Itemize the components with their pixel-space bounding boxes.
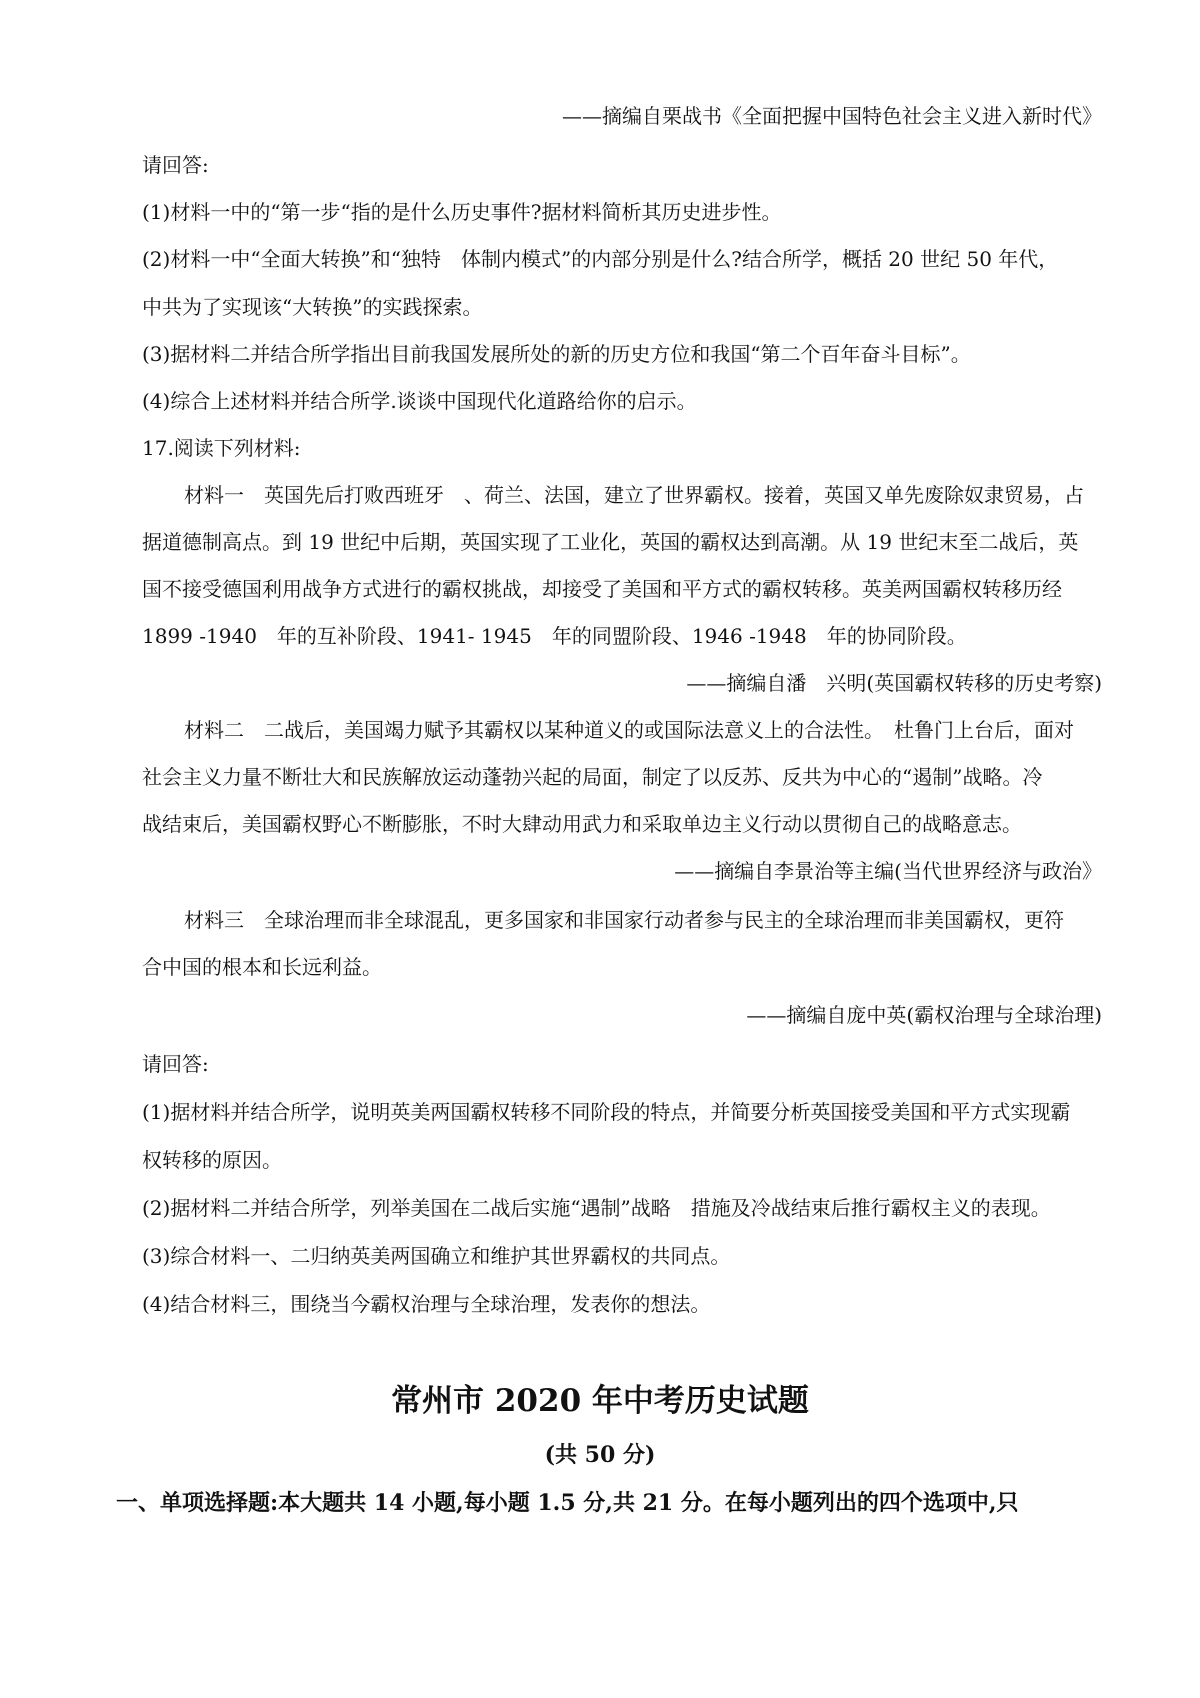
material-2-line-2: 社会主义力量不断壮大和民族解放运动蓬勃兴起的局面，制定了以反苏、反共为中心的“遏制”战略。冷 [142, 765, 1043, 789]
material-3-line-2: 合中国的根本和长远利益。 [142, 955, 382, 979]
question-2: (2)材料一中“全面大转换”和“独特 体制内模式”的内部分别是什么?结合所学，概括 20 世纪 50 年代， [142, 247, 1059, 271]
sub-question-4: (4)结合材料三，围绕当今霸权治理与全球治理，发表你的想法。 [142, 1292, 711, 1316]
material-1-line-4: 1899 -1940 年的互补阶段、1941- 1945 年的同盟阶段、1946 -1948 年的协同阶段。 [142, 624, 967, 648]
source-citation: ——摘编自栗战书《全面把握中国特色社会主义进入新时代》 [562, 104, 1102, 128]
sub-question-1: (1)据材料并结合所学，说明英美两国霸权转移不同阶段的特点，并简要分析英国接受美国和平方式实现霸 [142, 1100, 1071, 1124]
source-citation: ——摘编自李景治等主编(当代世界经济与政治》 [674, 859, 1102, 883]
exam-title: 常州市 2020 年中考历史试题 [391, 1383, 809, 1419]
sub-question-2: (2)据材料二并结合所学，列举美国在二战后实施“遇制”战略 措施及冷战结束后推行霸权主义的表现。 [142, 1196, 1051, 1220]
prompt-label: 请回答: [142, 1052, 209, 1076]
question-17-heading: 17.阅读下列材料: [142, 436, 301, 460]
prompt-label: 请回答: [142, 153, 209, 177]
material-2: 材料二 二战后，美国竭力赋予其霸权以某种道义的或国际法意义上的合法性。 杜鲁门上台后，面对 [184, 718, 1074, 742]
material-1-line-2: 据道德制高点。到 19 世纪中后期，英国实现了工业化，英国的霸权达到高潮。从 19 世纪末至二战后，英 [142, 530, 1079, 554]
exam-subtitle: (共 50 分) [544, 1442, 656, 1468]
material-1-line-3: 国不接受德国利用战争方式进行的霸权挑战，却接受了美国和平方式的霸权转移。英美两国霸权转移历经 [142, 577, 1062, 601]
question-1: (1)材料一中的“第一步“指的是什么历史事件?据材料简析其历史进步性。 [142, 200, 782, 224]
material-3: 材料三 全球治理而非全球混乱，更多国家和非国家行动者参与民主的全球治理而非美国霸权，更符 [184, 908, 1064, 932]
material-2-line-3: 战结束后，美国霸权野心不断膨胀，不时大肆动用武力和采取单边主义行动以贯彻自己的战略意志。 [142, 812, 1022, 836]
question-3: (3)据材料二并结合所学指出目前我国发展所处的新的历史方位和我国“第二个百年奋斗目标”。 [142, 342, 971, 366]
material-1: 材料一 英国先后打败西班牙 、荷兰、法国，建立了世界霸权。接着，英国又单先废除奴隶贸易，占 [184, 483, 1084, 507]
source-citation: ——摘编自庞中英(霸权治理与全球治理) [746, 1003, 1102, 1027]
sub-question-3: (3)综合材料一、二归纳英美两国确立和维护其世界霸权的共同点。 [142, 1244, 731, 1268]
section-heading: 一、单项选择题:本大题共 14 小题,每小题 1.5 分,共 21 分。在每小题列出的四个选项中,只 [116, 1490, 1019, 1516]
question-4: (4)综合上述材料并结合所学.谈谈中国现代化道路给你的启示。 [142, 389, 697, 413]
source-citation: ——摘编自潘 兴明(英国霸权转移的历史考察) [686, 671, 1102, 695]
question-2-cont: 中共为了实现该“大转换”的实践探索。 [142, 295, 483, 319]
sub-question-1-cont: 权转移的原因。 [142, 1148, 282, 1172]
